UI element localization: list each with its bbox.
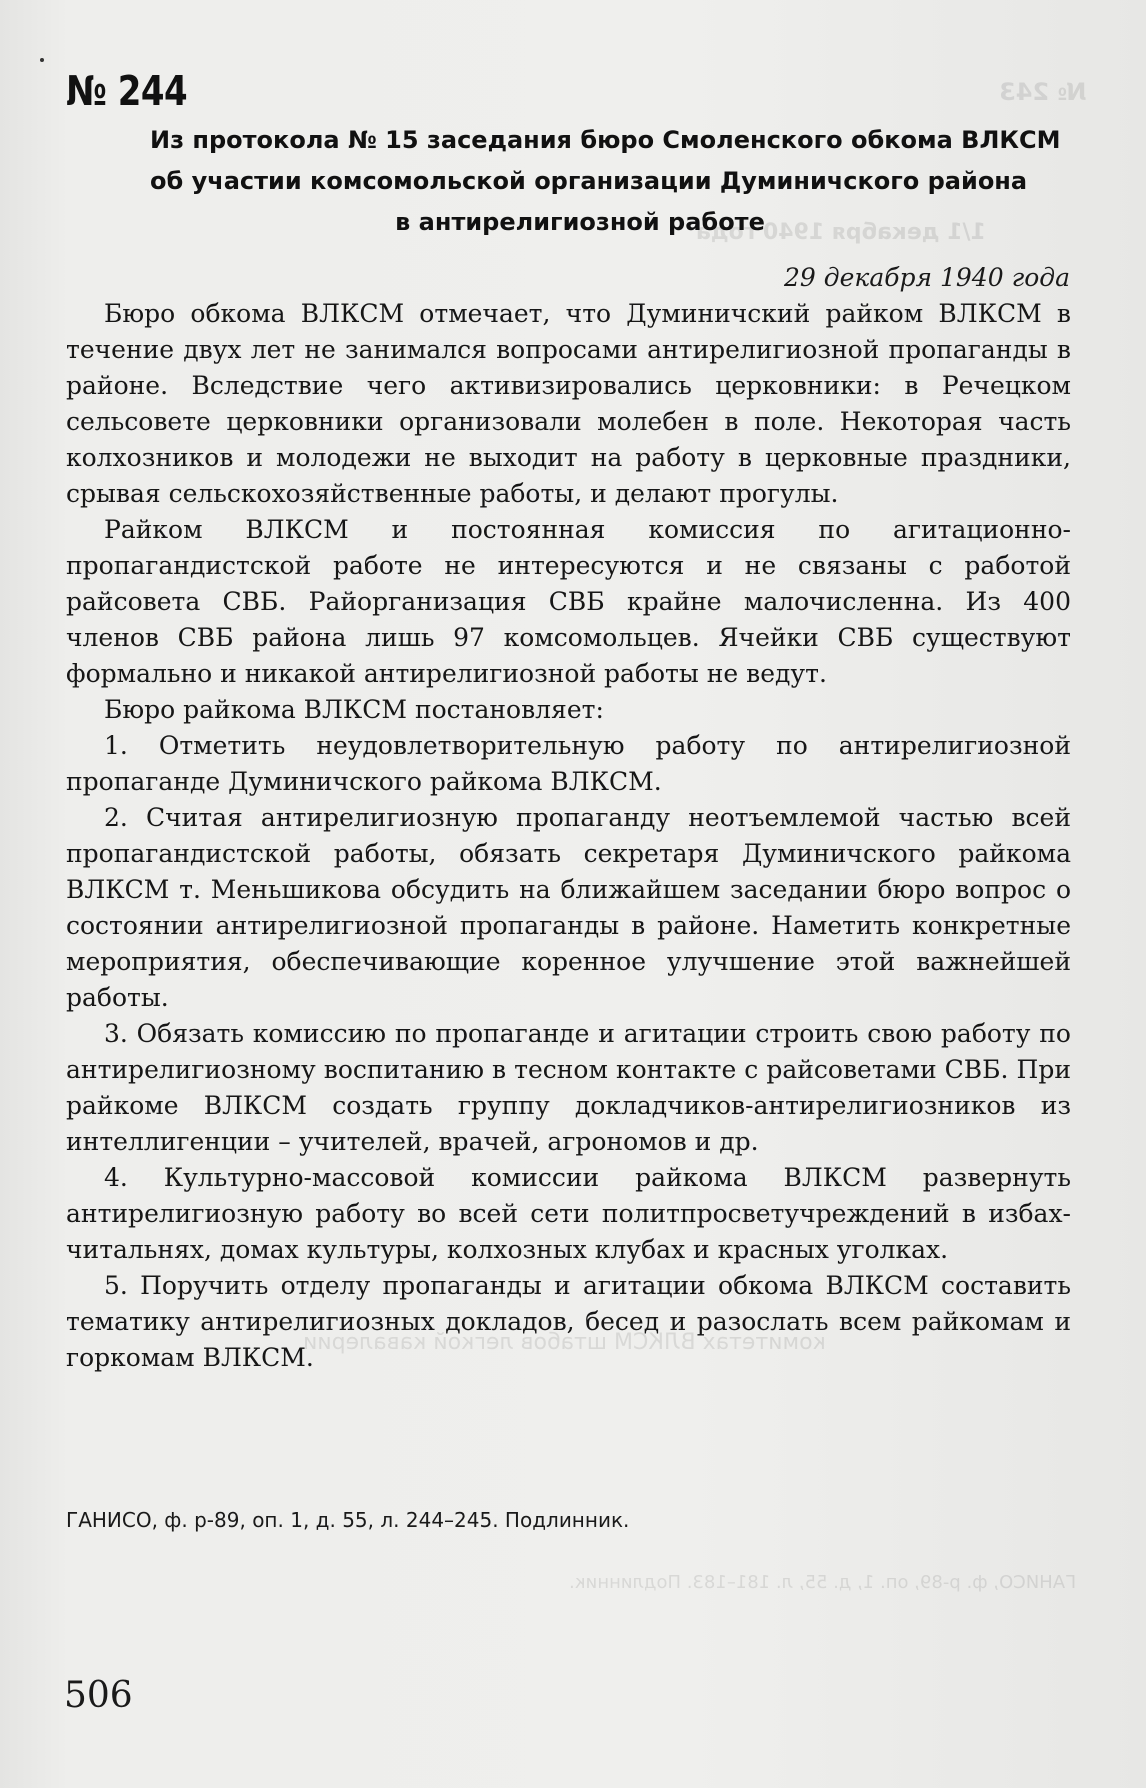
document-date: 29 декабря 1940 года <box>784 263 1070 292</box>
document-title <box>150 120 1061 243</box>
resolution-heading: Бюро райкома ВЛКСМ постановляет: <box>104 695 604 724</box>
resolution-item: 5. Поручить отделу пропаганды и агитации обкома ВЛКСМ составить тематику антирелигиозных докладов, бесед и разослать всем райкомам и горкомам ВЛКСМ. <box>66 1271 1071 1372</box>
scan-speck <box>40 58 44 62</box>
title-line: в антирелигиозной работе <box>395 208 765 236</box>
bleed-through-number: № 243 <box>998 78 1086 106</box>
title-line: Из протокола № 15 заседания бюро Смоленского обкома ВЛКСМ <box>150 126 1061 154</box>
bleed-through-source: ГАНИСО, ф. р-89, оп. 1, д. 55, л. 181–183. Подлинник. <box>568 1572 1076 1593</box>
document-body <box>66 296 1071 1376</box>
resolution-item: 3. Обязать комиссию по пропаганде и агитации строить свою работу по антирелигиозному воспитанию в тесном контакте с райсоветами СВБ. При райкоме ВЛКСМ создать группу докладчиков-антирелигиозников из интеллигенции – учителей, врачей, агрономов и др. <box>66 1019 1071 1156</box>
bleed-through-date: 1/1 декабря 1940 года <box>696 220 986 245</box>
resolution-item: 4. Культурно-массовой комиссии райкома ВЛКСМ развернуть антирелигиозную работу во всей сети политпросветучреждений в избах-читальнях, домах культуры, колхозных клубах и красных уголках. <box>66 1163 1071 1264</box>
archive-source: ГАНИСО, ф. р-89, оп. 1, д. 55, л. 244–245. Подлинник. <box>66 1508 630 1532</box>
bleed-through-line: комитетах ВЛКСМ штабов легкой кавалерии <box>303 1330 826 1355</box>
title-line: об участии комсомольской организации Думиничского района <box>150 167 1028 195</box>
page-number: 506 <box>64 1675 133 1716</box>
body-paragraph: Бюро обкома ВЛКСМ отмечает, что Думиничский райком ВЛКСМ в течение двух лет не занимался вопросами антирелигиозной пропаганды в районе. Вследствие чего активизировались церковники: в Речецком сельсовете церковники организовали молебен в поле. Некоторая часть колхозников и молодежи не выходит на работу в церковные праздники, срывая сельскохозяйственные работы, и делают прогулы. <box>66 299 1071 508</box>
resolution-item: 2. Считая антирелигиозную пропаганду неотъемлемой частью всей пропагандистской работы, обязать секретаря Думиничского райкома ВЛКСМ т. Меньшикова обсудить на ближайшем заседании бюро вопрос о состоянии антирелигиозной пропаганды в районе. Наметить конкретные мероприятия, обеспечивающие коренное улучшение этой важнейшей работы. <box>66 803 1071 1012</box>
body-paragraph: Райком ВЛКСМ и постоянная комиссия по агитационно-пропагандистской работе не интересуются и не связаны с работой райсовета СВБ. Райорганизация СВБ крайне малочисленна. Из 400 членов СВБ района лишь 97 комсомольцев. Ячейки СВБ существуют формально и никакой антирелигиозной работы не ведут. <box>66 515 1071 688</box>
document-number: № 244 <box>66 68 188 116</box>
resolution-item: 1. Отметить неудовлетворительную работу по антирелигиозной пропаганде Думиничского райкома ВЛКСМ. <box>66 731 1071 796</box>
